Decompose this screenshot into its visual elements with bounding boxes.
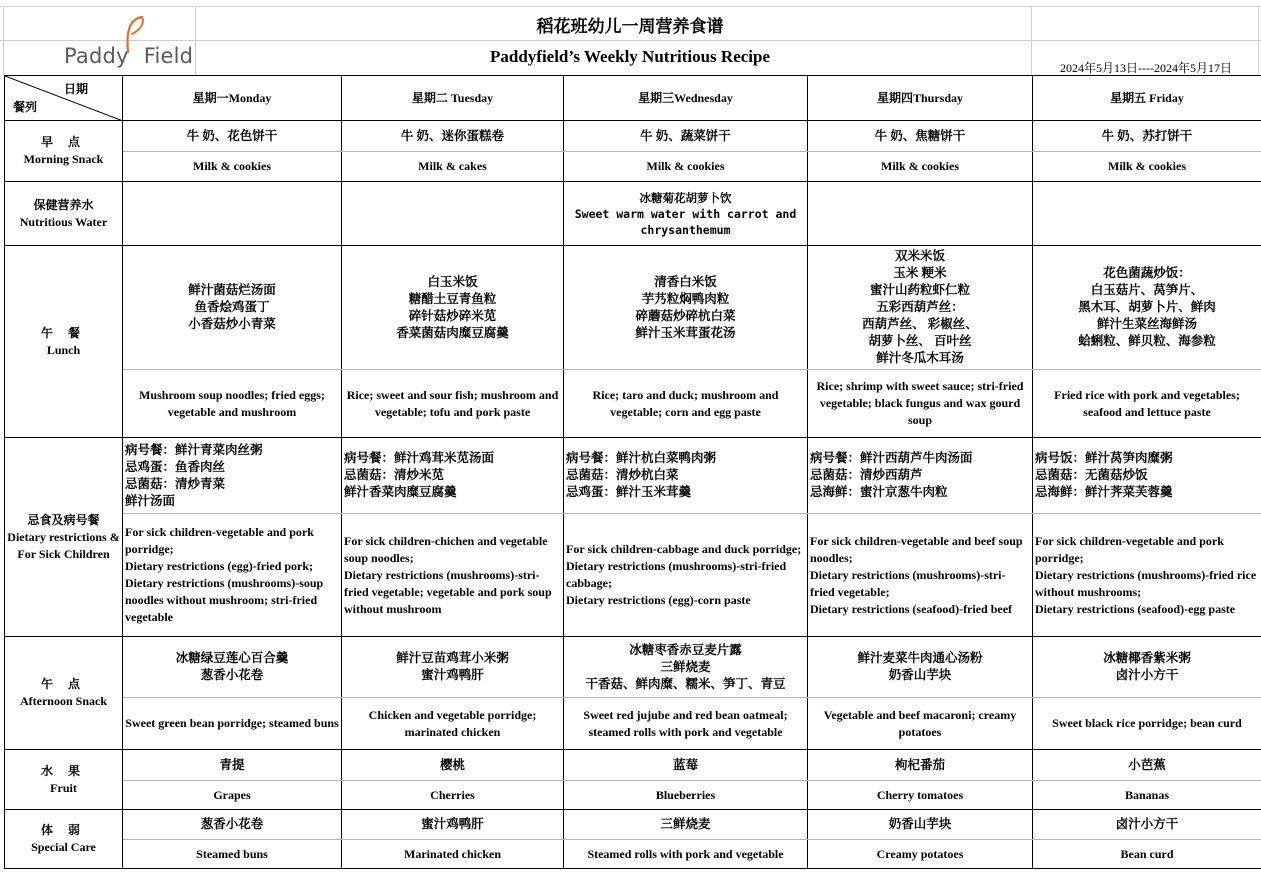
menu-cell: 病号餐：鲜汁青菜肉丝粥 忌鸡蛋：鱼香肉丝 忌菌菇：清炒青菜 鲜汁汤面 xyxy=(123,438,342,514)
meal-label-en: Fruit xyxy=(50,780,77,795)
afternoon-snack-en-row xyxy=(5,698,1261,750)
meal-label-cn: 午 餐 xyxy=(40,325,86,340)
menu-cell: 白玉米饭 糖醋土豆青鱼粒 碎针菇炒碎米苋 香菜菌菇肉糜豆腐羹 xyxy=(342,246,564,370)
menu-cell: 枸杞番茄 xyxy=(808,750,1033,781)
menu-cell: Mushroom soup noodles; fried eggs; vegetable and mushroom xyxy=(123,370,342,438)
meal-label-en: Nutritious Water xyxy=(19,214,108,229)
meal-label-dietary xyxy=(5,438,123,637)
afternoon-snack-row xyxy=(5,637,1261,698)
menu-cell: Sweet green bean porridge; steamed buns xyxy=(123,698,342,750)
fruit-row xyxy=(5,750,1261,781)
paddyfield-logo xyxy=(50,12,194,70)
menu-cell: 鲜汁麦菜牛肉通心汤粉 奶香山芋块 xyxy=(808,637,1033,698)
menu-cell: 牛 奶、苏打饼干 xyxy=(1033,121,1261,152)
lunch-en-row xyxy=(5,370,1261,438)
menu-cell: For sick children-chichen and vegetable soup noodles; Dietary restrictions (mushrooms)-stri-fried vegetable; vegetable and pork soup without mushroom xyxy=(342,514,564,637)
menu-cell: Creamy potatoes xyxy=(808,840,1033,869)
menu-cell: 鲜汁豆苗鸡茸小米粥 蜜汁鸡鸭肝 xyxy=(342,637,564,698)
menu-cell: 牛 奶、花色饼干 xyxy=(123,121,342,152)
menu-cell: Rice; sweet and sour fish; mushroom and vegetable; tofu and pork paste xyxy=(342,370,564,438)
meal-label-afternoon-snack xyxy=(5,637,123,750)
menu-cell: Cherry tomatoes xyxy=(808,781,1033,810)
meal-label-fruit xyxy=(5,750,123,810)
menu-cell: 花色菌蔬炒饭： 白玉菇片、莴笋片、 黑木耳、胡萝卜片、鲜肉 鲜汁生菜丝海鲜汤 蛤蜊粒、鲜贝粒、海参粒 xyxy=(1033,246,1261,370)
meal-label-en: Special Care xyxy=(31,840,96,854)
menu-cell: 三鲜烧麦 xyxy=(564,810,808,840)
menu-cell: Fried rice with pork and vegetables; seafood and lettuce paste xyxy=(1033,370,1261,438)
menu-cell: Milk & cookies xyxy=(564,152,808,182)
menu-cell: 病号餐：鲜汁西葫芦牛肉汤面 忌菌菇：清炒西葫芦 忌海鲜：蜜汁京葱牛肉粒 xyxy=(808,438,1033,514)
dietary-row xyxy=(5,438,1261,514)
grid-line xyxy=(3,6,4,75)
nutritious-water-row xyxy=(5,182,1261,246)
logo-text-right: Field xyxy=(143,44,194,68)
grid-line xyxy=(195,6,196,75)
menu-cell: Cherries xyxy=(342,781,564,810)
menu-cell: 蓝莓 xyxy=(564,750,808,781)
fruit-en-row xyxy=(5,781,1261,810)
menu-cell: 卤汁小方干 xyxy=(1033,810,1261,840)
menu-cell: Rice; shrimp with sweet sauce; stri-fried vegetable; black fungus and wax gourd soup xyxy=(808,370,1033,438)
grid-line xyxy=(0,6,1261,7)
meal-label-morning-snack xyxy=(5,121,123,182)
menu-cell: 樱桃 xyxy=(342,750,564,781)
special-care-en-row xyxy=(5,840,1261,869)
menu-cell: Milk & cookies xyxy=(808,152,1033,182)
page-title-english: Paddyfield’s Weekly Nutritious Recipe xyxy=(489,47,771,66)
menu-cell xyxy=(808,182,1033,246)
date-range: 2024年5月13日----2024年5月17日 xyxy=(1060,61,1232,75)
menu-cell: 清香白米饭 芋艿粒焖鸭肉粒 碎蘑菇炒碎杭白菜 鲜汁玉米茸蛋花汤 xyxy=(564,246,808,370)
meal-label-special-care xyxy=(5,810,123,869)
menu-cell: 葱香小花卷 xyxy=(123,810,342,840)
menu-cell: 小芭蕉 xyxy=(1033,750,1261,781)
menu-cell: 双米米饭 玉米 粳米 蜜汁山药粒虾仁粒 五彩西葫芦丝： 西葫芦丝、 彩椒丝、 胡萝卜丝、 百叶丝 鲜汁冬瓜木耳汤 xyxy=(808,246,1033,370)
menu-cell: Steamed buns xyxy=(123,840,342,869)
menu-cell: 牛 奶、迷你蛋糕卷 xyxy=(342,121,564,152)
menu-cell: Chicken and vegetable porridge; marinated chicken xyxy=(342,698,564,750)
menu-cell: Milk & cookies xyxy=(1033,152,1261,182)
menu-cell: Bean curd xyxy=(1033,840,1261,869)
menu-cell: 牛 奶、蔬菜饼干 xyxy=(564,121,808,152)
menu-cell xyxy=(123,182,342,246)
corner-label-meal: 餐列 xyxy=(13,100,38,114)
day-header-wednesday: 星期三Wednesday xyxy=(564,76,808,121)
meal-label-cn: 早 点 xyxy=(40,135,86,149)
meal-label-cn: 忌食及病号餐 xyxy=(27,512,100,527)
menu-cell: Sweet black rice porridge; bean curd xyxy=(1033,698,1261,750)
menu-cell: For sick children-cabbage and duck porridge; Dietary restrictions (mushrooms)-stri-fried cabbage; Dietary restrictions (egg)-corn paste xyxy=(564,514,808,637)
menu-cell: 鲜汁菌菇烂汤面 鱼香烩鸡蛋丁 小香菇炒小青菜 xyxy=(123,246,342,370)
menu-cell xyxy=(1033,182,1261,246)
menu-cell: Sweet red jujube and red bean oatmeal; steamed rolls with pork and vegetable xyxy=(564,698,808,750)
menu-cell: Milk & cakes xyxy=(342,152,564,182)
menu-cell: 病号餐：鲜汁鸡茸米苋汤面 忌菌菇：清炒米苋 鲜汁香菜肉糜豆腐羹 xyxy=(342,438,564,514)
menu-cell: 奶香山芋块 xyxy=(808,810,1033,840)
menu-cell: 冰糖枣香赤豆麦片露 三鲜烧麦 干香菇、鲜肉糜、糯米、笋丁、青豆 xyxy=(564,637,808,698)
dietary-en-row xyxy=(5,514,1261,637)
morning-snack-en-row xyxy=(5,152,1261,182)
special-care-row xyxy=(5,810,1261,840)
meal-label-lunch xyxy=(5,246,123,438)
meal-label-en: Afternoon Snack xyxy=(19,694,107,708)
meal-label-cn: 体 弱 xyxy=(40,823,86,837)
meal-label-cn: 水 果 xyxy=(40,763,86,778)
menu-cell: For sick children-vegetable and beef soup noodles; Dietary restrictions (mushrooms)-stri-fried vegetable; Dietary restrictions (seafood)-fried beef xyxy=(808,514,1033,637)
menu-cell: 蜜汁鸡鸭肝 xyxy=(342,810,564,840)
menu-cell: Rice; taro and duck; mushroom and vegetable; corn and egg paste xyxy=(564,370,808,438)
menu-cell: Vegetable and beef macaroni; creamy potatoes xyxy=(808,698,1033,750)
corner-label-date: 日期 xyxy=(63,82,88,96)
menu-cell: Marinated chicken xyxy=(342,840,564,869)
menu-cell: 冰糖菊花胡萝卜饮 Sweet warm water with carrot and chrysanthemum xyxy=(564,182,808,246)
meal-label-cn: 午 点 xyxy=(40,677,86,691)
menu-cell: 青提 xyxy=(123,750,342,781)
meal-label-en: Morning Snack xyxy=(23,152,104,166)
menu-cell: Bananas xyxy=(1033,781,1261,810)
day-header-tuesday: 星期二 Tuesday xyxy=(342,76,564,121)
menu-cell: Steamed rolls with pork and vegetable xyxy=(564,840,808,869)
meal-label-nutritious-water xyxy=(5,182,123,246)
menu-cell: Grapes xyxy=(123,781,342,810)
meal-label-cn: 保健营养水 xyxy=(33,197,94,212)
day-header-monday: 星期一Monday xyxy=(123,76,342,121)
menu-cell: 冰糖椰香紫米粥 卤汁小方干 xyxy=(1033,637,1261,698)
menu-cell xyxy=(342,182,564,246)
logo-text-left: Paddy xyxy=(64,44,129,68)
morning-snack-row xyxy=(5,121,1261,152)
day-header-row xyxy=(5,76,1261,121)
day-header-thursday: 星期四Thursday xyxy=(808,76,1033,121)
menu-cell: Milk & cookies xyxy=(123,152,342,182)
page-title-chinese: 稻花班幼儿一周营养食谱 xyxy=(536,17,724,36)
weekly-recipe-table xyxy=(4,75,1261,869)
lunch-row xyxy=(5,246,1261,370)
menu-cell: 病号饭：鲜汁莴笋肉糜粥 忌菌菇：无菌菇炒饭 忌海鲜：鲜汁荠菜芙蓉羹 xyxy=(1033,438,1261,514)
meal-label-en: Dietary restrictions & For Sick Children xyxy=(7,529,120,561)
menu-cell: 牛 奶、焦糖饼干 xyxy=(808,121,1033,152)
table-corner-header xyxy=(5,76,123,121)
day-header-friday: 星期五 Friday xyxy=(1033,76,1261,121)
grid-line xyxy=(1031,6,1032,75)
menu-cell: 冰糖绿豆莲心百合羹 葱香小花卷 xyxy=(123,637,342,698)
menu-cell: For sick children-vegetable and pork porridge; Dietary restrictions (mushrooms)-fried rice without mushrooms; Dietary restrictions (seafood)-egg paste xyxy=(1033,514,1261,637)
menu-cell: 病号餐：鲜汁杭白菜鸭肉粥 忌菌菇：清炒杭白菜 忌鸡蛋：鲜汁玉米茸羹 xyxy=(564,438,808,514)
menu-cell: Blueberries xyxy=(564,781,808,810)
meal-label-en: Lunch xyxy=(46,342,81,357)
menu-cell: For sick children-vegetable and pork porridge; Dietary restrictions (egg)-fried pork; Dietary restrictions (mushrooms)-soup noodles without mushroom; stri-fried vegetable xyxy=(123,514,342,637)
